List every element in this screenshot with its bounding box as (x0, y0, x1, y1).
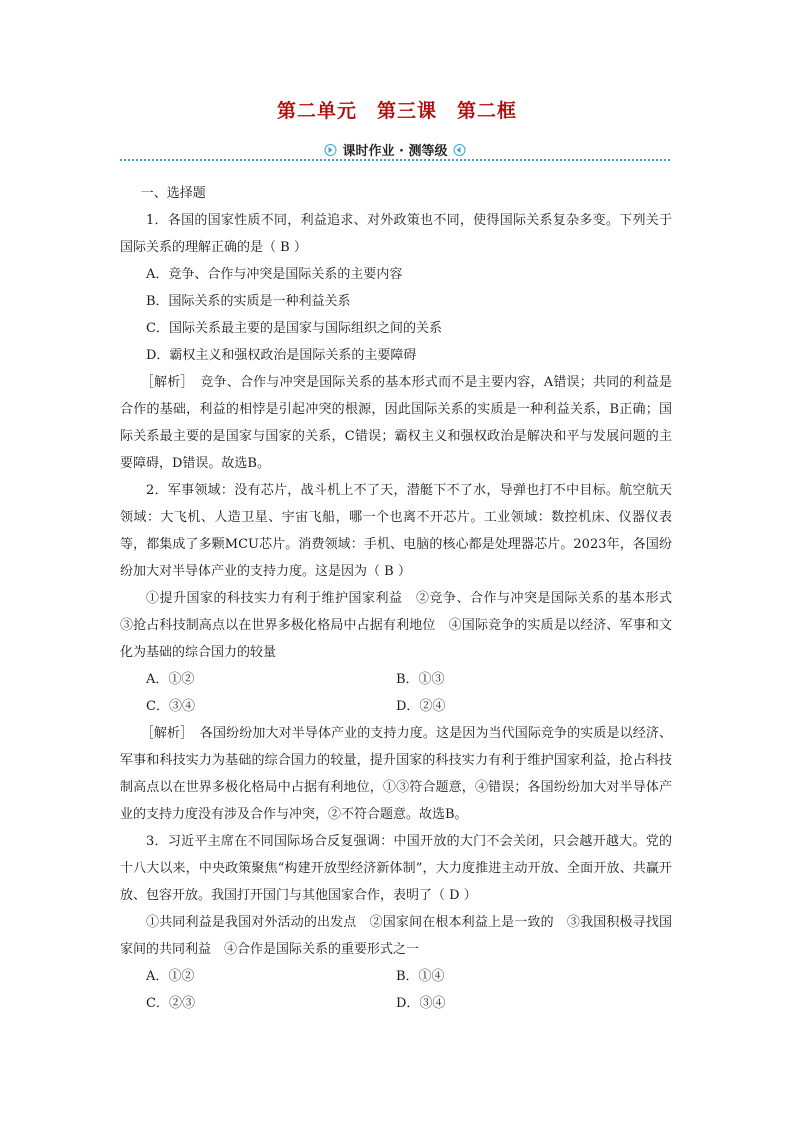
options-row (120, 990, 672, 1017)
option-b: B．①④ (396, 969, 445, 984)
question-statements: ①共同利益是我国对外活动的出发点 ②国家间在根本利益上是一致的 ③我国积极寻找国家间的共同利益 ④合作是国际关系的重要形式之一 (120, 915, 672, 957)
question-3 (120, 828, 672, 1017)
option-b: B．国际关系的实质是一种利益关系 (146, 294, 351, 309)
play-right-icon (325, 144, 337, 156)
question-2 (120, 477, 686, 828)
option-c: C．国际关系最主要的是国家与国际组织之间的关系 (146, 321, 442, 336)
option-a: A．①② (146, 969, 195, 984)
option-b: B．①③ (396, 672, 445, 687)
play-left-icon (454, 144, 466, 156)
option-a: A．①② (146, 672, 195, 687)
question-stem: 3．习近平主席在不同国际场合反复强调：中国开放的大门不会关闭，只会越开越大。党的十八大以来，中央政策聚焦“构建开放型经济新体制”，大力度推进主动开放、全面开放、共赢开放、包容开放。我国打开国门与其他国家合作，表明了（ D ） (120, 834, 672, 903)
question-stem: 2．军事领域：没有芯片，战斗机上不了天，潜艇下不了水，导弹也打不中目标。航空航天领域：大飞机、人造卫星、宇宙飞船，哪一个也离不开芯片。工业领域：数控机床、仪器仪表等，都集成了多颗MCU芯片。消费领域：手机、电脑的核心都是处理器芯片。2023年，各国纷纷加大对半导体产业的支持力度。这是因为（ B ） (120, 483, 672, 579)
section-banner (120, 140, 670, 164)
banner-label (319, 140, 472, 159)
option-d: D．霸权主义和强权政治是国际关系的主要障碍 (146, 348, 417, 363)
options-row (120, 693, 672, 720)
analysis: ［解析］ 各国纷纷加大对半导体产业的支持力度。这是因为当代国际竞争的实质是以经济、军事和科技实力为基础的综合国力的较量，提升国家的科技实力有利于维护国家利益，抢占科技制高点以在世界多极化格局中占据有利地位，①③符合题意，④错误；各国纷纷加大对半导体产业的支持力度没有涉及合作与冲突，②不符合题意。故选B。 (120, 726, 672, 822)
question-stem: 1．各国的国家性质不同，利益追求、对外政策也不同，使得国际关系复杂多变。下列关于国际关系的理解正确的是（ B ） (120, 213, 672, 255)
option-a: A．竞争、合作与冲突是国际关系的主要内容 (146, 267, 403, 282)
document-body (120, 180, 686, 1017)
option-c: C．②③ (146, 996, 195, 1011)
analysis: ［解析］ 竞争、合作与冲突是国际关系的基本形式而不是主要内容，A错误；共同的利益是合作的基础，利益的相悖是引起冲突的根源，因此国际关系的实质是一种利益关系，B正确；国际关系最主要的是国家与国家的关系，C错误；霸权主义和强权政治是解决和平与发展问题的主要障碍，D错误。故选B。 (120, 375, 672, 471)
options-row (120, 666, 672, 693)
dotted-divider (120, 159, 670, 161)
question-statements: ①提升国家的科技实力有利于维护国家利益 ②竞争、合作与冲突是国际关系的基本形式 ③抢占科技制高点以在世界多极化格局中占据有利地位 ④国际竞争的实质是以经济、军事和文化为基础的综合国力的较量 (120, 591, 686, 660)
option-c: C．③④ (146, 699, 195, 714)
page-title: 第二单元 第三课 第二框 (276, 100, 517, 122)
banner-text: 课时作业 · 测等级 (342, 144, 448, 159)
question-1 (120, 207, 672, 477)
section-heading: 一、选择题 (140, 186, 206, 201)
option-d: D．③④ (396, 996, 446, 1011)
option-d: D．②④ (396, 699, 446, 714)
options-row (120, 963, 672, 990)
